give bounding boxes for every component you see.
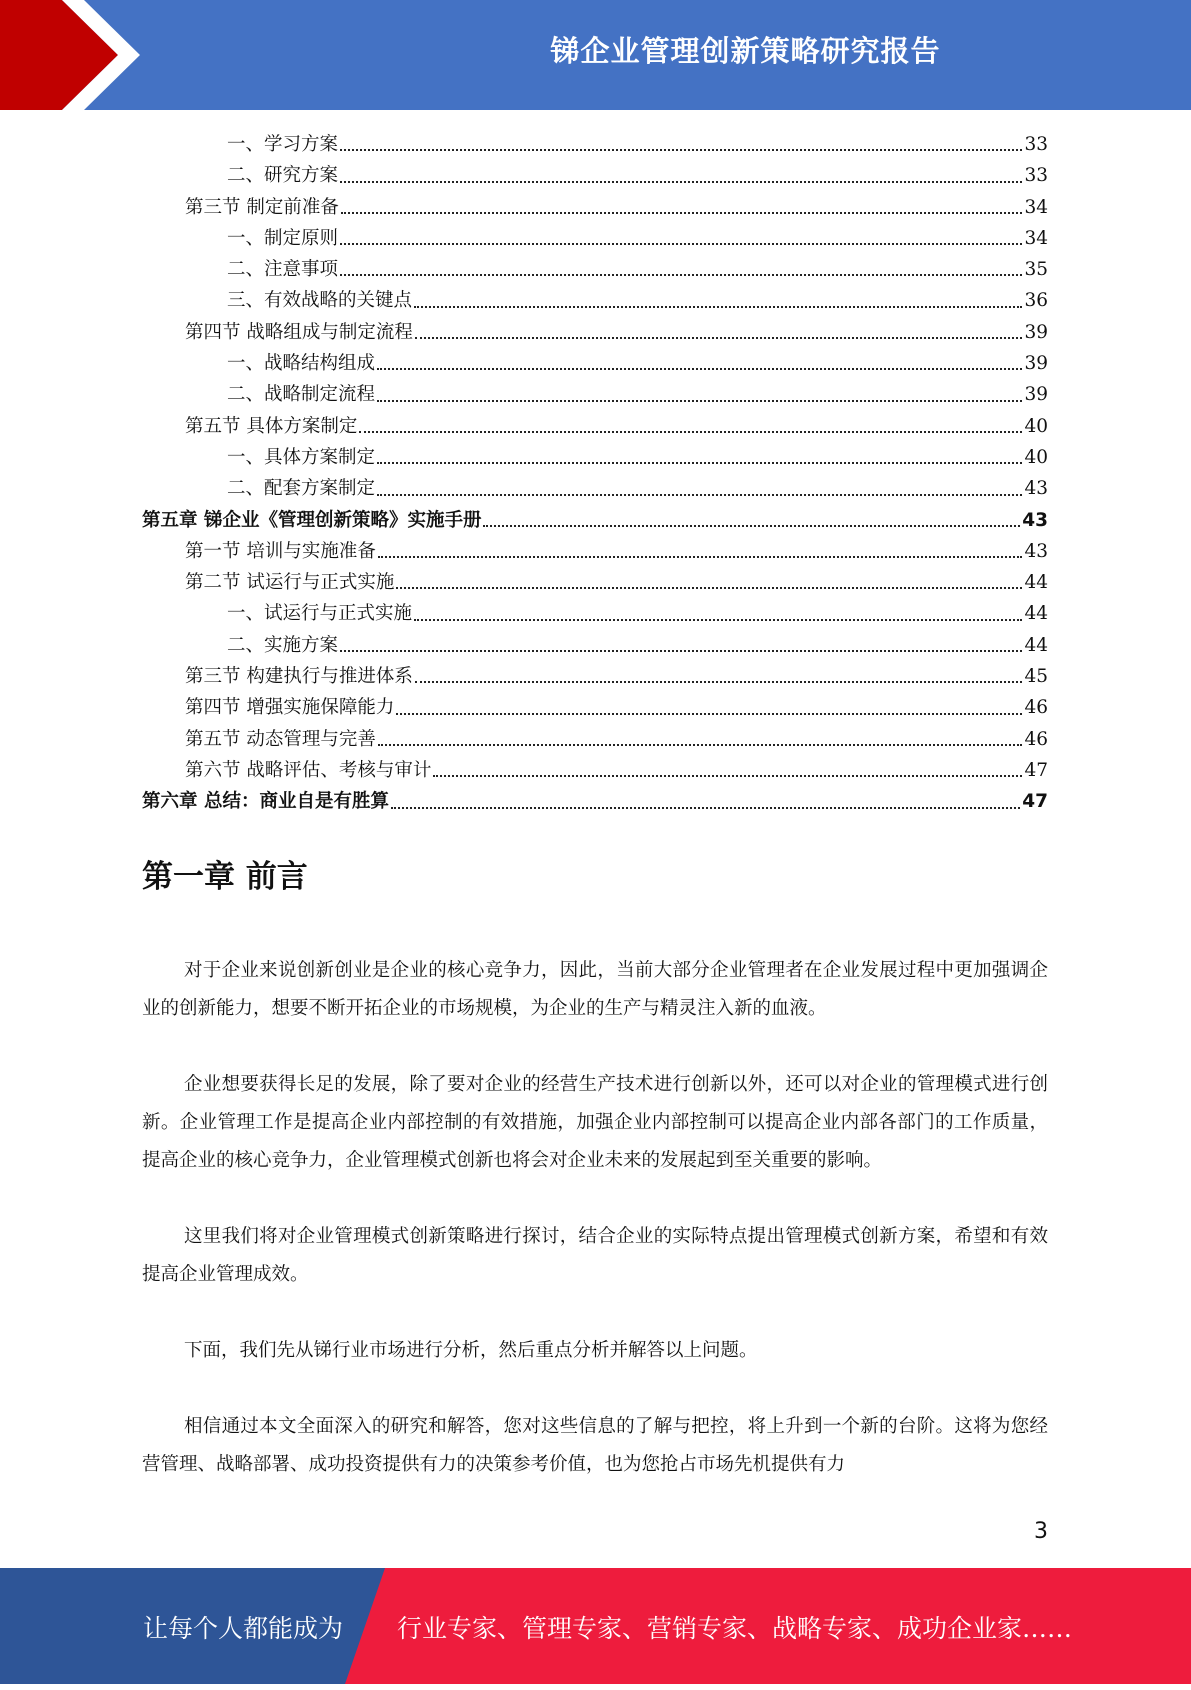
toc-entry-title: 二、配套方案制定	[227, 478, 376, 500]
toc-entry-title: 第二节 试运行与正式实施	[185, 572, 395, 594]
page-header	[0, 0, 1191, 110]
toc-entry[interactable]	[142, 473, 1048, 504]
table-of-contents	[142, 129, 1048, 818]
toc-dot-leader	[377, 400, 1022, 402]
toc-entry-title: 第四节 增强实施保障能力	[185, 697, 395, 719]
toc-entry-page: 39	[1024, 321, 1048, 343]
toc-dot-leader	[340, 243, 1022, 245]
toc-entry-page: 47	[1022, 791, 1048, 813]
toc-entry-page: 34	[1024, 227, 1048, 249]
toc-entry-title: 第六节 战略评估、考核与审计	[185, 759, 432, 781]
toc-dot-leader	[396, 713, 1022, 715]
toc-entry-title: 二、实施方案	[227, 634, 339, 656]
toc-dot-leader	[391, 807, 1020, 809]
toc-entry[interactable]	[142, 692, 1048, 723]
toc-entry-page: 34	[1024, 196, 1048, 218]
toc-entry-page: 35	[1024, 259, 1048, 281]
toc-entry[interactable]	[142, 411, 1048, 442]
toc-entry[interactable]	[142, 160, 1048, 191]
toc-entry[interactable]	[142, 598, 1048, 629]
toc-dot-leader	[359, 431, 1022, 433]
toc-entry-page: 43	[1024, 478, 1048, 500]
toc-dot-leader	[415, 337, 1023, 339]
toc-entry[interactable]	[142, 223, 1048, 254]
toc-entry[interactable]	[142, 536, 1048, 567]
toc-entry-page: 47	[1024, 759, 1048, 781]
toc-entry[interactable]	[142, 379, 1048, 410]
toc-entry-page: 43	[1024, 540, 1048, 562]
toc-entry-title: 一、试运行与正式实施	[227, 603, 413, 625]
toc-entry[interactable]	[142, 442, 1048, 473]
toc-entry-page: 39	[1024, 353, 1048, 375]
toc-dot-leader	[377, 368, 1022, 370]
toc-entry-page: 44	[1024, 603, 1048, 625]
chapter-body	[142, 952, 1048, 1522]
toc-dot-leader	[433, 775, 1022, 777]
report-title: 锑企业管理创新策略研究报告	[550, 34, 941, 68]
toc-dot-leader	[396, 587, 1022, 589]
toc-entry-page: 44	[1024, 572, 1048, 594]
toc-entry-page: 44	[1024, 634, 1048, 656]
body-paragraph: 企业想要获得长足的发展，除了要对企业的经营生产技术进行创新以外，还可以对企业的管理模式进行创新。企业管理工作是提高企业内部控制的有效措施，加强企业内部控制可以提高企业内部各部门的工作质量，提高企业的核心竞争力，企业管理模式创新也将会对企业未来的发展起到至关重要的影响。	[142, 1074, 1048, 1171]
toc-dot-leader	[414, 306, 1022, 308]
toc-entry[interactable]	[142, 317, 1048, 348]
toc-entry-title: 二、注意事项	[227, 259, 339, 281]
toc-entry[interactable]	[142, 786, 1048, 817]
toc-entry[interactable]	[142, 755, 1048, 786]
toc-entry[interactable]	[142, 348, 1048, 379]
toc-entry[interactable]	[142, 724, 1048, 755]
toc-dot-leader	[378, 744, 1023, 746]
body-paragraph: 这里我们将对企业管理模式创新策略进行探讨，结合企业的实际特点提出管理模式创新方案，希望和有效提高企业管理成效。	[142, 1226, 1048, 1285]
chapter-title: 第一章 前言	[142, 859, 308, 895]
toc-dot-leader	[415, 681, 1023, 683]
body-paragraph: 对于企业来说创新创业是企业的核心竞争力，因此，当前大部分企业管理者在企业发展过程中更加强调企业的创新能力，想要不断开拓企业的市场规模，为企业的生产与精灵注入新的血液。	[142, 960, 1048, 1019]
toc-entry[interactable]	[142, 129, 1048, 160]
toc-entry-title: 第五节 动态管理与完善	[185, 728, 376, 750]
toc-entry-title: 第五节 具体方案制定	[185, 415, 358, 437]
toc-entry-page: 36	[1024, 290, 1048, 312]
toc-entry-page: 40	[1024, 446, 1048, 468]
footer-slogan-right: 行业专家、管理专家、营销专家、战略专家、成功企业家……	[397, 1614, 1073, 1643]
toc-entry-page: 33	[1024, 134, 1048, 155]
toc-entry-title: 第一节 培训与实施准备	[185, 540, 376, 562]
toc-entry-page: 33	[1024, 165, 1048, 187]
toc-entry[interactable]	[142, 505, 1048, 536]
toc-dot-leader	[377, 494, 1022, 496]
toc-entry[interactable]	[142, 567, 1048, 598]
toc-dot-leader	[377, 462, 1022, 464]
toc-entry-page: 40	[1024, 415, 1048, 437]
toc-entry-title: 一、制定原则	[227, 227, 339, 249]
toc-entry-title: 第五章 锑企业《管理创新策略》实施手册	[142, 509, 482, 531]
toc-entry[interactable]	[142, 192, 1048, 223]
page-number: 3	[1034, 1519, 1048, 1544]
toc-entry-page: 43	[1022, 509, 1048, 531]
toc-dot-leader	[340, 274, 1022, 276]
toc-entry[interactable]	[142, 630, 1048, 661]
toc-entry-title: 第三节 构建执行与推进体系	[185, 666, 413, 688]
toc-dot-leader	[378, 556, 1023, 558]
toc-entry-title: 第三节 制定前准备	[185, 196, 339, 218]
toc-entry-title: 三、有效战略的关键点	[227, 290, 413, 312]
toc-entry-page: 45	[1024, 666, 1048, 688]
toc-dot-leader	[340, 149, 1022, 151]
toc-entry-title: 一、具体方案制定	[227, 446, 376, 468]
toc-entry-page: 46	[1024, 697, 1048, 719]
toc-entry-title: 二、战略制定流程	[227, 384, 376, 406]
toc-entry[interactable]	[142, 285, 1048, 316]
page-footer	[0, 1568, 1191, 1684]
header-arrow-decoration	[0, 0, 160, 110]
toc-entry-title: 第六章 总结：商业自是有胜算	[142, 791, 389, 813]
toc-entry[interactable]	[142, 254, 1048, 285]
toc-entry-page: 46	[1024, 728, 1048, 750]
toc-entry-page: 39	[1024, 384, 1048, 406]
footer-slogan-left: 让每个人都能成为	[143, 1614, 344, 1643]
toc-entry-title: 第四节 战略组成与制定流程	[185, 321, 413, 343]
toc-dot-leader	[341, 212, 1023, 214]
toc-dot-leader	[414, 619, 1022, 621]
toc-entry[interactable]	[142, 661, 1048, 692]
toc-entry-title: 一、战略结构组成	[227, 353, 376, 375]
toc-entry-title: 二、研究方案	[227, 165, 339, 187]
body-paragraph: 下面，我们先从锑行业市场进行分析，然后重点分析并解答以上问题。	[184, 1340, 758, 1361]
toc-dot-leader	[340, 650, 1022, 652]
toc-entry-title: 一、学习方案	[227, 134, 339, 155]
toc-dot-leader	[483, 525, 1020, 527]
toc-dot-leader	[340, 181, 1022, 183]
body-paragraph: 相信通过本文全面深入的研究和解答，您对这些信息的了解与把控，将上升到一个新的台阶。这将为您经营管理、战略部署、成功投资提供有力的决策参考价值，也为您抢占市场先机提供有力	[142, 1416, 1048, 1475]
